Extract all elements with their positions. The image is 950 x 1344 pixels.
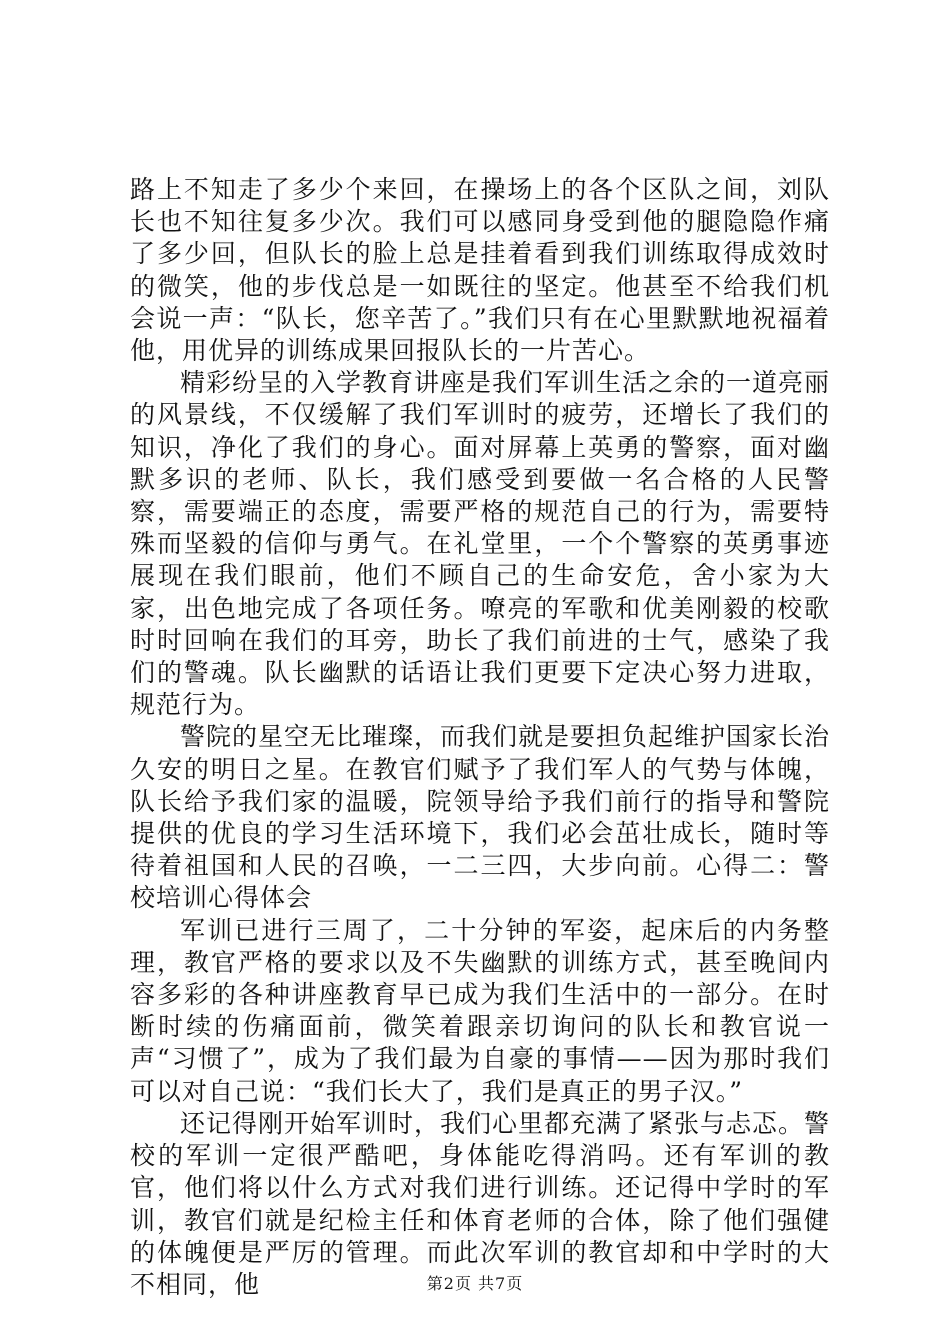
paragraph: 精彩纷呈的入学教育讲座是我们军训生活之余的一道亮丽的风景线，不仅缓解了我们军训时的疲劳，还增长了我们的知识，净化了我们的身心。面对屏幕上英勇的警察，面对幽默多识的老师、队长，我们感受到要做一名合格的人民警察，需要端正的态度，需要严格的规范自己的行为，需要特殊而坚毅的信仰与勇气。在礼堂里，一个个警察的英勇事迹展现在我们眼前，他们不顾自己的生命安危，舍小家为大家，出色地完成了各项任务。嘹亮的军歌和优美刚毅的校歌时时回响在我们的耳旁，助长了我们前进的士气，感染了我们的警魂。队长幽默的话语让我们更要下定决心努力进取，规范行为。 [130, 368, 831, 720]
document-body [130, 174, 830, 1301]
paragraph-continued: 路上不知走了多少个来回，在操场上的各个区队之间，刘队长也不知往复多少次。我们可以感同身受到他的腿隐隐作痛了多少回，但队长的脸上总是挂着看到我们训练取得成效时的微笑，他的步伐总是一如既往的坚定。他甚至不给我们机会说一声：“队长，您辛苦了。”我们只有在心里默默地祝福着他，用优异的训练成果回报队长的一片苦心。 [130, 175, 830, 366]
paragraph: 警院的星空无比璀璨，而我们就是要担负起维护国家长治久安的明日之星。在教官们赋予了我们军人的气势与体魄，队长给予我们家的温暖，院领导给予我们前行的指导和警院提供的优良的学习生活环境下，我们必会茁壮成长，随时等待着祖国和人民的召唤，一二三四，大步向前。心得二：警校培训心得体会 [130, 722, 831, 913]
paragraph: 军训已进行三周了，二十分钟的军姿，起床后的内务整理，教官严格的要求以及不失幽默的训练方式，甚至晚间内容多彩的各种讲座教育早已成为我们生活中的一部分。在时断时续的伤痛面前，微笑着跟亲切询问的队长和教官说一声“习惯了”，成为了我们最为自豪的事情——因为那时我们可以对自己说：“我们长大了，我们是真正的男子汉。” [130, 915, 830, 1106]
page-number-label: 第2页 共7页 [426, 1274, 524, 1293]
page-footer [0, 1274, 950, 1294]
paragraph: 还记得刚开始军训时，我们心里都充满了紧张与忐忑。警校的军训一定很严酷吧，身体能吃得消吗。还有军训的教官，他们将以什么方式对我们进行训练。还记得中学时的军训，教官们就是纪检主任和体育老师的合体，除了他们强健的体魄便是严厉的管理。而此次军训的教官却和中学时的大不相同，他 [130, 1108, 831, 1299]
